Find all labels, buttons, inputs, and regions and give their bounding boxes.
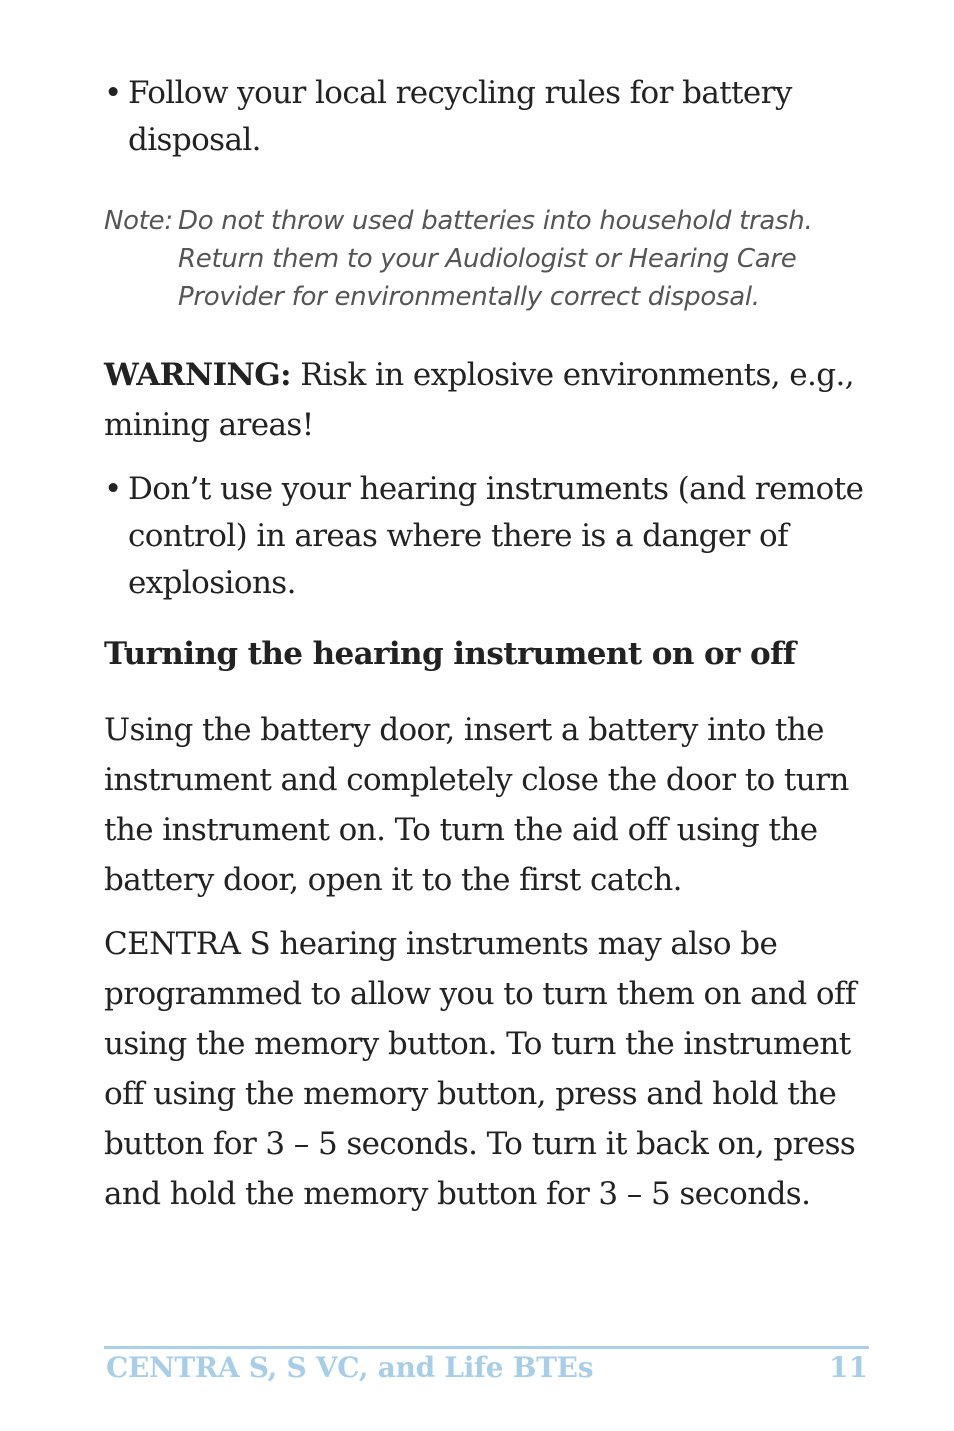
warning-label: WARNING: (104, 357, 291, 393)
bullet-explosion-danger (104, 466, 874, 607)
bullet-marker: • (104, 75, 122, 111)
warning-text: Risk in explosive environments, e.g., mining areas! (104, 357, 855, 443)
page-number: 11 (829, 1351, 868, 1384)
disposal-note (104, 202, 874, 316)
page-content (104, 70, 874, 1219)
section-heading: Turning the hearing instrument on or off (104, 636, 796, 672)
bullet-text: Don’t use your hearing instruments (and remote control) in areas where there is a danger of explosions. (128, 471, 864, 601)
warning-paragraph (104, 350, 874, 450)
bullet-text: Follow your local recycling rules for battery disposal. (128, 75, 792, 158)
battery-door-paragraph: Using the battery door, insert a battery into the instrument and completely close the door to turn the instrument on. To turn the aid off using the battery door, open it to the first catch. (104, 711, 849, 898)
bullet-marker: • (104, 471, 122, 507)
note-label: Note: (104, 206, 173, 236)
footer-title: CENTRA S, S VC, and Life BTEs (106, 1351, 594, 1384)
note-text: Do not throw used batteries into household trash. Return them to your Audiologist or Hearing Care Provider for environmentally correct disposal. (178, 206, 813, 312)
memory-button-paragraph: CENTRA S hearing instruments may also be programmed to allow you to turn them on and off using the memory button. To turn the instrument off using the memory button, press and hold the button for 3 – 5 seconds. To turn it back on, press and hold the memory button for 3 – 5 seconds. (104, 925, 856, 1212)
bullet-battery-disposal (104, 70, 874, 164)
